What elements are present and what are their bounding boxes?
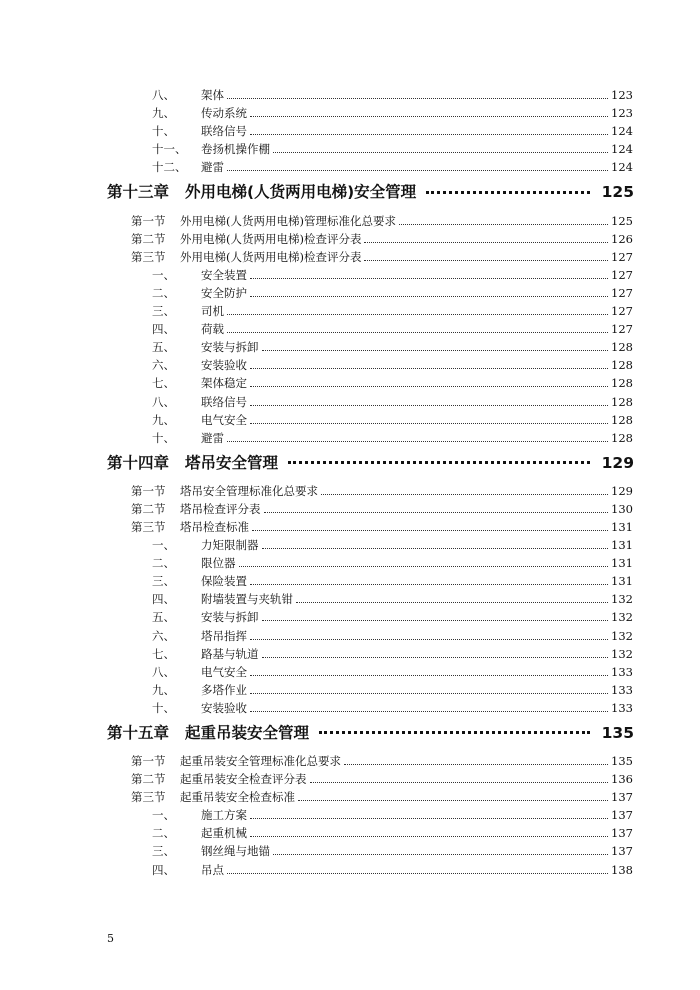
toc-entry-page: 124 xyxy=(611,124,633,139)
toc-entry-number: 一、 xyxy=(152,267,175,282)
dot-leader xyxy=(310,781,609,783)
toc-entry-page: 128 xyxy=(611,340,633,355)
toc-entry-title: 电气安全 xyxy=(201,412,247,427)
toc-entry-number: 第二节 xyxy=(131,501,166,516)
toc-entry-page: 124 xyxy=(611,160,633,175)
toc-entry-title: 塔吊检查标准 xyxy=(180,519,249,534)
toc-entry-page: 127 xyxy=(611,249,633,264)
toc-entry-page: 132 xyxy=(611,628,633,643)
toc-entry-number: 第一节 xyxy=(131,213,166,228)
toc-entry-page: 132 xyxy=(611,646,633,661)
toc-entry-number: 第十四章 xyxy=(107,453,170,472)
toc-item-entry[interactable] xyxy=(0,409,700,427)
toc-entry-page: 135 xyxy=(611,754,633,768)
toc-entry-title: 荷载 xyxy=(201,322,224,337)
toc-entry-page: 133 xyxy=(611,664,633,679)
toc-item-entry[interactable] xyxy=(0,372,700,390)
toc-entry-page: 127 xyxy=(611,267,633,282)
toc-entry-page: 124 xyxy=(611,142,633,157)
toc-item-entry[interactable] xyxy=(0,138,700,156)
toc-entry-page: 131 xyxy=(611,519,633,534)
toc-section-entry[interactable] xyxy=(0,246,700,264)
toc-entry-page: 127 xyxy=(611,304,633,319)
toc-item-entry[interactable] xyxy=(0,354,700,372)
toc-entry-page: 130 xyxy=(611,501,633,516)
dot-leader xyxy=(250,404,608,406)
toc-entry-number: 四、 xyxy=(152,322,175,337)
toc-item-entry[interactable] xyxy=(0,120,700,138)
toc-item-entry[interactable] xyxy=(0,300,700,318)
toc-entry-number: 二、 xyxy=(152,556,175,571)
toc-item-entry[interactable] xyxy=(0,858,700,876)
dot-leader xyxy=(321,493,608,495)
toc-chapter-entry[interactable] xyxy=(0,719,700,747)
dot-leader xyxy=(344,763,608,765)
toc-entry-number: 五、 xyxy=(152,340,175,355)
toc-item-entry[interactable] xyxy=(0,264,700,282)
toc-item-entry[interactable] xyxy=(0,822,700,840)
dot-leader xyxy=(364,241,608,243)
toc-entry-title: 联络信号 xyxy=(201,124,247,139)
toc-item-entry[interactable] xyxy=(0,156,700,174)
toc-section-entry[interactable] xyxy=(0,498,700,516)
dot-leader xyxy=(227,440,608,442)
toc-entry-page: 137 xyxy=(611,790,633,805)
toc-entry-page: 128 xyxy=(611,394,633,409)
toc-entry-title: 多塔作业 xyxy=(201,682,247,697)
toc-section-entry[interactable] xyxy=(0,786,700,804)
toc-entry-page: 127 xyxy=(611,322,633,337)
toc-entry-title: 联络信号 xyxy=(201,394,247,409)
toc-item-entry[interactable] xyxy=(0,84,700,102)
dot-leader xyxy=(262,656,609,658)
toc-entry-number: 五、 xyxy=(152,610,175,625)
toc-entry-title: 保险装置 xyxy=(201,574,247,589)
toc-entry-page: 128 xyxy=(611,412,633,427)
toc-entry-title: 施工方案 xyxy=(201,808,247,823)
toc-entry-page: 137 xyxy=(611,844,633,859)
toc-entry-title: 起重机械 xyxy=(201,826,247,841)
toc-entry-page: 128 xyxy=(611,430,633,445)
toc-entry-title: 外用电梯(人货两用电梯)检查评分表 xyxy=(180,249,362,264)
dot-leader xyxy=(296,601,608,603)
toc-entry-page: 129 xyxy=(601,453,634,472)
dot-leader xyxy=(250,817,608,819)
toc-entry-title: 吊点 xyxy=(201,862,224,877)
toc-entry-page: 127 xyxy=(611,285,633,300)
toc-entry-number: 二、 xyxy=(152,826,175,841)
toc-entry-number: 一、 xyxy=(152,538,175,553)
toc-item-entry[interactable] xyxy=(0,282,700,300)
toc-section-entry[interactable] xyxy=(0,480,700,498)
toc-entry-title: 起重吊装安全管理 xyxy=(185,723,310,742)
toc-item-entry[interactable] xyxy=(0,336,700,354)
toc-entry-page: 131 xyxy=(611,538,633,553)
toc-entry-title: 塔吊安全管理标准化总要求 xyxy=(180,483,318,498)
dot-leader xyxy=(250,277,608,279)
toc-entry-number: 六、 xyxy=(152,628,175,643)
dot-leader xyxy=(264,511,609,513)
toc-entry-title: 司机 xyxy=(201,304,224,319)
toc-section-entry[interactable] xyxy=(0,228,700,246)
dot-leader xyxy=(252,529,608,531)
dot-leader xyxy=(250,835,608,837)
toc-item-entry[interactable] xyxy=(0,606,700,624)
toc-entry-page: 123 xyxy=(611,88,633,103)
toc-entry-page: 135 xyxy=(601,723,634,742)
toc-entry-title: 安装验收 xyxy=(201,700,247,715)
dot-leader xyxy=(250,638,608,640)
toc-entry-number: 第三节 xyxy=(131,519,166,534)
toc-item-entry[interactable] xyxy=(0,588,700,606)
toc-entry-number: 十、 xyxy=(152,430,175,445)
toc-entry-number: 第十三章 xyxy=(107,183,170,202)
toc-item-entry[interactable] xyxy=(0,427,700,445)
toc-item-entry[interactable] xyxy=(0,661,700,679)
toc-section-entry[interactable] xyxy=(0,209,700,227)
toc-entry-page: 128 xyxy=(611,376,633,391)
dot-leader xyxy=(250,385,608,387)
toc-entry-number: 三、 xyxy=(152,304,175,319)
toc-entry-title: 限位器 xyxy=(201,556,236,571)
toc-section-entry[interactable] xyxy=(0,516,700,534)
toc-entry-page: 131 xyxy=(611,574,633,589)
toc-entry-number: 二、 xyxy=(152,285,175,300)
dot-leader xyxy=(288,461,590,464)
dot-leader xyxy=(399,223,608,225)
toc-entry-title: 钢丝绳与地锚 xyxy=(201,844,270,859)
toc-entry-title: 安装验收 xyxy=(201,358,247,373)
toc-entry-title: 塔吊检查评分表 xyxy=(180,501,261,516)
toc-entry-title: 外用电梯(人货两用电梯)检查评分表 xyxy=(180,231,362,246)
dot-leader xyxy=(250,133,608,135)
dot-leader xyxy=(250,295,608,297)
dot-leader xyxy=(227,331,608,333)
toc-item-entry[interactable] xyxy=(0,624,700,642)
toc-entry-page: 138 xyxy=(611,862,633,877)
dot-leader xyxy=(239,565,609,567)
toc-item-entry[interactable] xyxy=(0,318,700,336)
toc-entry-number: 七、 xyxy=(152,646,175,661)
toc-entry-title: 路基与轨道 xyxy=(201,646,259,661)
toc-entry-number: 八、 xyxy=(152,88,175,103)
toc-entry-title: 附墙装置与夹轨钳 xyxy=(201,592,293,607)
toc-entry-number: 四、 xyxy=(152,862,175,877)
toc-entry-number: 九、 xyxy=(152,106,175,121)
dot-leader xyxy=(250,367,608,369)
toc-entry-title: 起重吊装安全检查标准 xyxy=(180,790,295,805)
dot-leader xyxy=(227,872,608,874)
toc-entry-number: 第十五章 xyxy=(107,723,170,742)
dot-leader xyxy=(262,547,609,549)
dot-leader xyxy=(250,710,608,712)
toc-entry-number: 第二节 xyxy=(131,231,166,246)
toc-entry-title: 电气安全 xyxy=(201,664,247,679)
toc-item-entry[interactable] xyxy=(0,390,700,408)
toc-entry-title: 卷扬机操作棚 xyxy=(201,142,270,157)
dot-leader xyxy=(250,583,608,585)
toc-item-entry[interactable] xyxy=(0,102,700,120)
toc-entry-page: 133 xyxy=(611,682,633,697)
toc-entry-page: 132 xyxy=(611,610,633,625)
dot-leader xyxy=(364,259,608,261)
toc-entry-number: 第三节 xyxy=(131,249,166,264)
toc-entry-title: 安装与拆卸 xyxy=(201,340,259,355)
toc-entry-title: 避雷 xyxy=(201,430,224,445)
toc-entry-number: 七、 xyxy=(152,376,175,391)
dot-leader xyxy=(273,151,608,153)
toc-entry-title: 塔吊安全管理 xyxy=(185,453,279,472)
toc-entry-title: 避雷 xyxy=(201,160,224,175)
toc-entry-page: 137 xyxy=(611,826,633,841)
toc-entry-number: 第一节 xyxy=(131,483,166,498)
dot-leader xyxy=(298,799,608,801)
toc-entry-number: 八、 xyxy=(152,394,175,409)
dot-leader xyxy=(227,97,608,99)
toc-entry-title: 起重吊装安全管理标准化总要求 xyxy=(180,754,341,768)
page-number: 5 xyxy=(107,932,114,945)
toc-entry-page: 125 xyxy=(601,183,634,202)
toc-entry-number: 九、 xyxy=(152,682,175,697)
dot-leader xyxy=(250,422,608,424)
toc-entry-page: 125 xyxy=(611,213,633,228)
toc-entry-title: 传动系统 xyxy=(201,106,247,121)
toc-entry-page: 132 xyxy=(611,592,633,607)
toc-entry-title: 架体 xyxy=(201,88,224,103)
toc-section-entry[interactable] xyxy=(0,750,700,768)
toc-entry-page: 137 xyxy=(611,808,633,823)
toc-chapter-entry[interactable] xyxy=(0,178,700,206)
dot-leader xyxy=(250,692,608,694)
toc-entry-number: 十、 xyxy=(152,124,175,139)
dot-leader xyxy=(319,731,590,734)
toc-chapter-entry[interactable] xyxy=(0,449,700,477)
toc-item-entry[interactable] xyxy=(0,552,700,570)
toc-section-entry[interactable] xyxy=(0,768,700,786)
toc-entry-title: 架体稳定 xyxy=(201,376,247,391)
toc-entry-title: 安装与拆卸 xyxy=(201,610,259,625)
toc-item-entry[interactable] xyxy=(0,570,700,588)
toc-item-entry[interactable] xyxy=(0,804,700,822)
toc-item-entry[interactable] xyxy=(0,643,700,661)
toc-entry-number: 十二、 xyxy=(152,160,187,175)
toc-entry-title: 外用电梯(人货两用电梯)管理标准化总要求 xyxy=(180,213,396,228)
toc-entry-title: 安全防护 xyxy=(201,285,247,300)
toc-entry-title: 外用电梯(人货两用电梯)安全管理 xyxy=(185,183,417,202)
table-of-contents xyxy=(0,84,700,877)
toc-entry-title: 安全装置 xyxy=(201,267,247,282)
toc-entry-number: 十一、 xyxy=(152,142,187,157)
toc-entry-number: 八、 xyxy=(152,664,175,679)
toc-entry-page: 126 xyxy=(611,231,633,246)
toc-entry-page: 136 xyxy=(611,772,633,787)
dot-leader xyxy=(250,115,608,117)
dot-leader xyxy=(426,191,589,194)
toc-item-entry[interactable] xyxy=(0,679,700,697)
dot-leader xyxy=(262,349,609,351)
dot-leader xyxy=(250,674,608,676)
toc-entry-title: 起重吊装安全检查评分表 xyxy=(180,772,307,787)
toc-entry-number: 第三节 xyxy=(131,790,166,805)
toc-entry-number: 第二节 xyxy=(131,772,166,787)
toc-entry-page: 131 xyxy=(611,556,633,571)
toc-entry-number: 一、 xyxy=(152,808,175,823)
toc-entry-number: 三、 xyxy=(152,844,175,859)
toc-entry-page: 129 xyxy=(611,483,633,498)
toc-entry-page: 123 xyxy=(611,106,633,121)
toc-entry-title: 力矩限制器 xyxy=(201,538,259,553)
dot-leader xyxy=(227,169,608,171)
toc-entry-title: 塔吊指挥 xyxy=(201,628,247,643)
toc-entry-number: 九、 xyxy=(152,412,175,427)
toc-entry-page: 128 xyxy=(611,358,633,373)
toc-item-entry[interactable] xyxy=(0,697,700,715)
toc-item-entry[interactable] xyxy=(0,840,700,858)
toc-entry-number: 四、 xyxy=(152,592,175,607)
toc-entry-number: 三、 xyxy=(152,574,175,589)
toc-entry-number: 第一节 xyxy=(131,754,166,768)
dot-leader xyxy=(227,313,608,315)
toc-entry-number: 十、 xyxy=(152,700,175,715)
dot-leader xyxy=(262,619,609,621)
toc-entry-page: 133 xyxy=(611,700,633,715)
toc-item-entry[interactable] xyxy=(0,534,700,552)
dot-leader xyxy=(273,853,608,855)
toc-entry-number: 六、 xyxy=(152,358,175,373)
